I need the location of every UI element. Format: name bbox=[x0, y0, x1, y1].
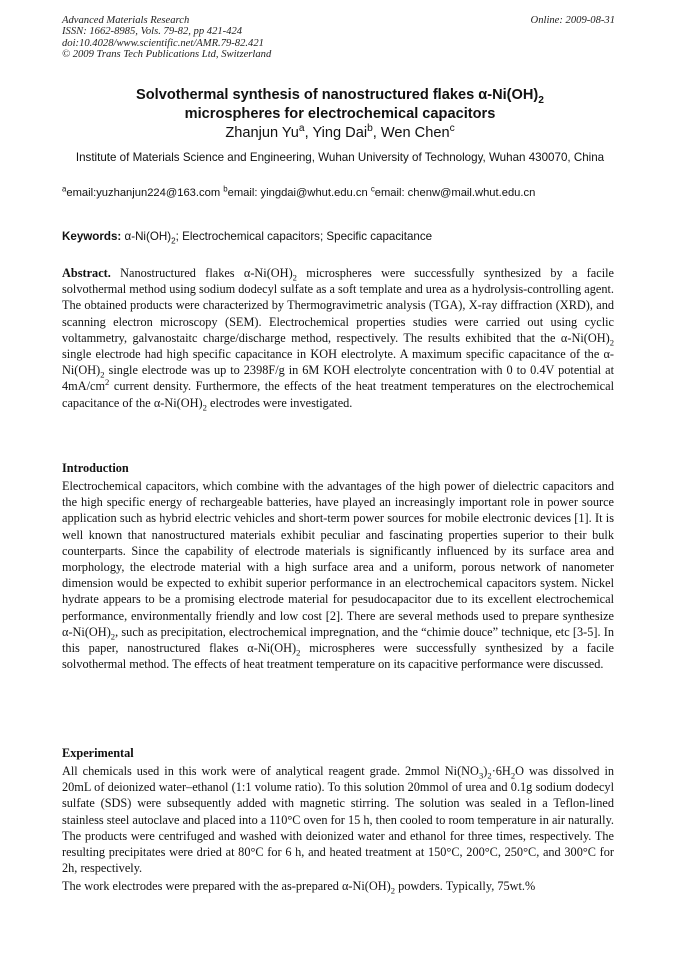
journal-header bbox=[62, 15, 617, 60]
email-c: email: chenw@mail.whut.edu.cn bbox=[374, 187, 536, 199]
paper-title bbox=[60, 86, 620, 124]
abstract-paragraph: Abstract. Nanostructured flakes $\alpha-Ni(OH)_2$ microspheres were successfully synthesized by a facile solvothermal method using sodium dodecyl sulfate as a soft template and urea as a hydrolysis-controlling agent. The obtained products were characterized by Thermogravimetric analysis (TGA), X-ray diffraction (XRD), and scanning electron microscopy (SEM). Electrochemical properties studies were carried out using cyclic voltammetry, galvanostaitc charge/discharge method, respectively. The results exhibited that the $\alpha-Ni(OH)_2$ single electrode had high specific capacitance in KOH electrolyte. A maximum specific capacitance of the $\alpha-Ni(OH)_2$ single electrode was up to 2398F/g in 6M KOH electrolyte concentration with 0 to 0.4V potential at $4mA/cm^2$ current density. Furthermore, the effects of the heat treatment temperatures on the electrochemical capacitance of the $\alpha-Ni(OH)_2$ electrodes were investigated. bbox=[62, 266, 614, 413]
journal-name: Advanced Materials Research bbox=[62, 15, 190, 26]
experimental-paragraph-1: All chemicals used in this work were of analytical reagent grade. 2mmol $Ni(NO_3)_2\cdot 6H_2O$ was dissolved in 20mL of deionized water–ethanol (1:1 volume ratio). To this solution 20mmol of urea and 0.1g sodium dodecyl sulfate (SDS) were subsequently added with magnetic stirring. The solution was sealed in a Teflon-lined stainless steel autoclave and placed into a 110°C oven for 15 h, then cooled to room temperature in air naturally. The products were centrifuged and washed with deionized water and ethanol for three times, respectively. The resulting precipitates were dried at 80°C for 6 h, and heated treatment at 150°C, 200°C, 250°C, and 300°C for 2h, respectively. bbox=[62, 764, 615, 876]
author-name: Wen Chen bbox=[380, 125, 450, 141]
email-b: email: yingdai@whut.edu.cn bbox=[227, 187, 371, 199]
affiliation: Institute of Materials Science and Engineering, Wuhan University of Technology, Wuhan 430070, China bbox=[75, 151, 605, 164]
experimental-paragraph-2: The work electrodes were prepared with the as-prepared $\alpha-Ni(OH)_2$ powders. Typically, 75wt.% bbox=[62, 879, 536, 896]
email-a: email:yuzhanjun224@163.com bbox=[66, 187, 224, 199]
introduction-heading: Introduction bbox=[62, 461, 129, 475]
title-line-2: microspheres for electrochemical capacitors bbox=[184, 106, 496, 122]
online-date: Online: 2009-08-31 bbox=[530, 15, 615, 26]
title-line-1: Solvothermal synthesis of nanostructured flakes $\alpha-Ni(OH)_2$ bbox=[136, 87, 544, 106]
issn-line: ISSN: 1662-8985, Vols. 79-82, pp 421-424 bbox=[62, 26, 243, 38]
author-list: Zhanjun Yu$^a$, Ying Dai$^b$, Wen Chen$^c$ bbox=[225, 123, 455, 141]
author-name: Ying Dai bbox=[312, 125, 368, 141]
copyright-line: © 2009 Trans Tech Publications Ltd, Switzerland bbox=[62, 48, 272, 60]
doi-line: doi:10.4028/www.scientific.net/AMR.79-82.421 bbox=[62, 37, 264, 49]
experimental-heading: Experimental bbox=[62, 746, 134, 760]
author-emails: $^a$email:yuzhanjun224@163.com $^b$email: yingdai@whut.edu.cn $^c$email: chenw@mail.whut.edu.cn bbox=[62, 184, 536, 199]
introduction-paragraph: Electrochemical capacitors, which combine with the advantages of the high power of dielectric capacitors and the high specific energy of rechargeable batteries, have played an increasingly important role in power source application such as hybrid electric vehicles and short-term power sources for mobile electronic devices [1]. It is well known that nanostructured materials exhibit peculiar and fascinating properties superior to their bulk counterparts. Since the capability of electrode materials is significantly influenced by its surface area and morphology, the electrode material with a high surface area and a uniform, porous network of nanometer dimension would be expected to exhibit superior performance in an electrochemical capacitors system. Nickel hydrate appears to be a promising electrode material for pesudocapacitor due to its excellent electrochemical performance, environmentally friendly and low cost [2]. There are several methods used to prepare synthesize $\alpha-Ni(OH)_2$, such as precipitation, electrochemical impregnation, and the “chimie douce” technique, etc [3-5]. In this paper, nanostructured flakes $\alpha-Ni(OH)_2$ microspheres were successfully synthesized by a facile solvothermal method. The effects of heat treatment temperature on its capacitive performance were discussed. bbox=[62, 479, 614, 672]
keywords: Keywords: $\alpha-Ni(OH)_2$; Electrochemical capacitors; Specific capacitance bbox=[62, 230, 433, 246]
abstract-label: Abstract. bbox=[62, 266, 111, 280]
keywords-label: Keywords: bbox=[62, 230, 125, 243]
author-name: Zhanjun Yu bbox=[225, 125, 299, 141]
